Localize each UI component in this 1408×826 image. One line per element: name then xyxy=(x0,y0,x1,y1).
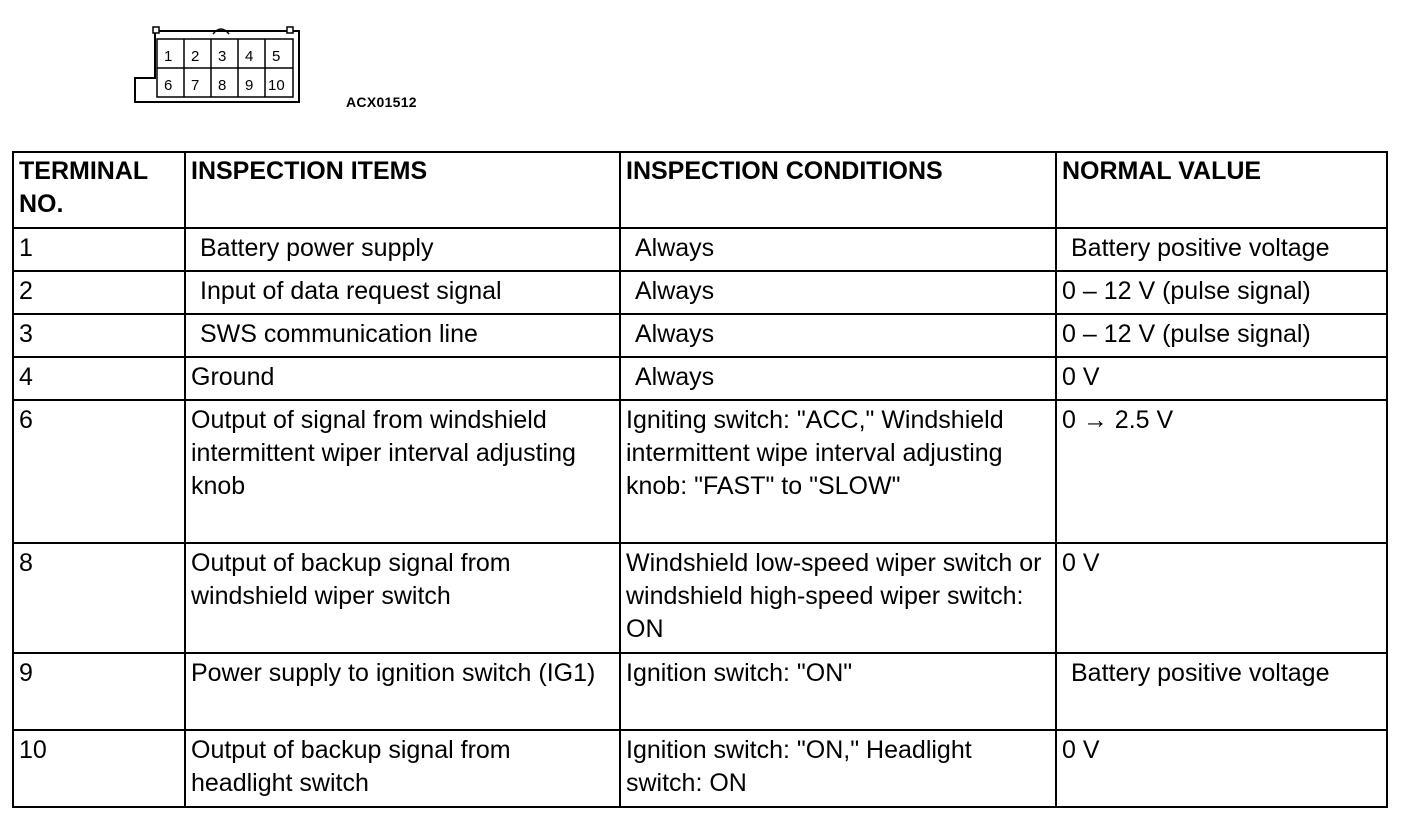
condition-cell: Always xyxy=(620,314,1056,357)
condition-cell: Ignition switch: "ON," Headlight switch: ON xyxy=(620,730,1056,807)
item-cell: Output of backup signal from headlight switch xyxy=(185,730,620,807)
table-row xyxy=(13,730,1387,807)
item-cell: Power supply to ignition switch (IG1) xyxy=(185,653,620,730)
value-cell: 0 – 12 V (pulse signal) xyxy=(1056,271,1387,314)
item-cell: Ground xyxy=(185,357,620,400)
header-terminal-no: TERMINAL NO. xyxy=(13,152,185,228)
value-cell: 0 V xyxy=(1056,357,1387,400)
value-cell: 0 – 12 V (pulse signal) xyxy=(1056,314,1387,357)
connector-drawing xyxy=(133,26,305,110)
terminal-cell: 8 xyxy=(13,543,185,653)
figure-code: ACX01512 xyxy=(346,94,417,110)
header-inspection-conditions: INSPECTION CONDITIONS xyxy=(620,152,1056,228)
item-cell: Input of data request signal xyxy=(185,271,620,314)
value-cell: 0 V xyxy=(1056,543,1387,653)
value-cell: Battery positive voltage xyxy=(1056,228,1387,271)
condition-cell: Always xyxy=(620,357,1056,400)
connector-pin-10: 10 xyxy=(268,77,285,94)
item-cell: Output of signal from windshield intermittent wiper interval adjusting knob xyxy=(185,400,620,543)
item-cell: SWS communication line xyxy=(185,314,620,357)
item-cell: Battery power supply xyxy=(185,228,620,271)
terminal-cell: 1 xyxy=(13,228,185,271)
connector-pin-8: 8 xyxy=(218,77,227,94)
value-cell: 0 → 2.5 V xyxy=(1056,400,1387,543)
table-row xyxy=(13,357,1387,400)
value-cell: Battery positive voltage xyxy=(1056,653,1387,730)
condition-cell: Igniting switch: "ACC," Windshield intermittent wipe interval adjusting knob: "FAST" to "SLOW" xyxy=(620,400,1056,543)
connector-pin-3: 3 xyxy=(218,48,227,65)
condition-cell: Ignition switch: "ON" xyxy=(620,653,1056,730)
header-inspection-items: INSPECTION ITEMS xyxy=(185,152,620,228)
terminal-cell: 3 xyxy=(13,314,185,357)
connector-pin-2: 2 xyxy=(191,48,200,65)
terminal-cell: 10 xyxy=(13,730,185,807)
table-row xyxy=(13,653,1387,730)
connector-pin-9: 9 xyxy=(245,77,254,94)
connector-pin-6: 6 xyxy=(164,77,173,94)
terminal-cell: 9 xyxy=(13,653,185,730)
connector-pin-5: 5 xyxy=(272,48,281,65)
connector-pin-1: 1 xyxy=(164,48,173,65)
table-row xyxy=(13,400,1387,543)
table-row xyxy=(13,314,1387,357)
condition-cell: Windshield low-speed wiper switch or windshield high-speed wiper switch: ON xyxy=(620,543,1056,653)
table-row xyxy=(13,543,1387,653)
terminal-cell: 6 xyxy=(13,400,185,543)
table-header-row xyxy=(13,152,1387,228)
terminal-cell: 4 xyxy=(13,357,185,400)
inspection-table xyxy=(12,151,1388,808)
table-row xyxy=(13,271,1387,314)
table-row xyxy=(13,228,1387,271)
connector-pin-4: 4 xyxy=(245,48,254,65)
value-cell: 0 V xyxy=(1056,730,1387,807)
connector-pin-7: 7 xyxy=(191,77,200,94)
item-cell: Output of backup signal from windshield wiper switch xyxy=(185,543,620,653)
header-normal-value: NORMAL VALUE xyxy=(1056,152,1387,228)
condition-cell: Always xyxy=(620,271,1056,314)
terminal-cell: 2 xyxy=(13,271,185,314)
condition-cell: Always xyxy=(620,228,1056,271)
connector-diagram xyxy=(133,26,305,110)
